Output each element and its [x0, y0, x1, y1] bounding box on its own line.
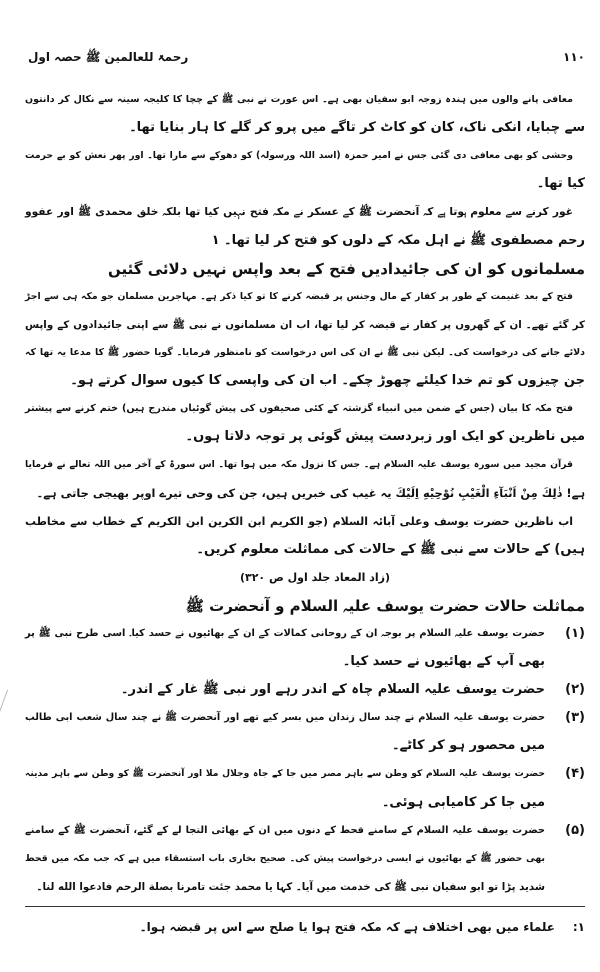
paragraph-line: معافی پانے والوں میں ہندہ زوجہ ابو سفیان بھی ہے۔ اس عورت نے نبی ﷺ کے چچا کا کلیجہ سینہ سے نکال کر دانتوں	[25, 94, 573, 105]
book-title-header: رحمۃ للعالمین ﷺ حصہ اول	[28, 50, 189, 64]
list-item-number: (۵)	[565, 822, 585, 838]
paragraph-line: رحم مصطفوی ﷺ نے اہل مکہ کے دلوں کو فتح کر لیا تھا۔ ۱	[211, 232, 585, 248]
paragraph-line: کر گئے تھے۔ ان کے گھروں پر کفار نے قبضہ کر لیا تھا، اب ان مسلمانوں نے نبی ﷺ سے اپنی جائیدادوں کے واپس	[25, 318, 585, 331]
list-item-number: (۱)	[565, 625, 585, 641]
footnote-divider	[25, 906, 585, 907]
paragraph-line: دلائے جانے کی درخواست کی۔ لیکن نبی ﷺ نے ان کی اس درخواست کو نامنظور فرمایا۔ گویا حضور ﷺ کا مدعا یہ تھا کہ	[25, 346, 585, 358]
paragraph-line: اب ناظرین حضرت یوسف وعلی آبائہ السلام (جو الکریم ابن الکرین ابن الکریم کے خطاب سے مخاطب	[25, 514, 573, 528]
list-item-line: حضرت یوسف علیہ السلام کے سامنے قحط کے دنوں میں ان کے بھائی التجا لے کے گئے، آنحضرت ﷺ کے سامنے	[25, 824, 545, 836]
list-item-line: میں جا کر کامیابی ہوئی۔	[381, 794, 545, 810]
list-item-line: بھی آپ کے بھائیوں نے حسد کیا۔	[342, 654, 545, 669]
paragraph-line: سے چبایا، انکی ناک، کان کو کاٹ کر تاگے میں پرو کر گلے کا ہار بنایا تھا۔	[129, 120, 585, 136]
paragraph-line: ہے! ذٰلِكَ مِنْ اَنْبَآءِ الْغَيْبِ نُوْحِيْهِ اِلَيْكَ یہ غیب کی خبریں ہیں، جن کی وحی تیرے اوپر بھیجی جاتی ہے۔	[36, 486, 585, 501]
scan-mark	[0, 690, 16, 731]
list-item-line: حضرت یوسف علیہ السلام کو وطن سے باہر مصر میں جا کے جاہ وجلال ملا اور آنحضرت ﷺ کو وطن سے باہر مدینہ	[25, 769, 545, 780]
list-item-number: (۳)	[565, 710, 585, 726]
page-number: ۱۱۰	[563, 50, 585, 64]
list-item-line: شدید پڑا تو ابو سفیان نبی ﷺ کی خدمت میں آیا۔ کہا یا محمد جئت تامرنا بصلة الرحم فادعوا الله لنا۔	[36, 880, 545, 893]
list-item-line: حضرت یوسف علیہ السلام نے چند سال زندان میں بسر کیے تھے اور آنحضرت ﷺ نے چند سال شعب ابی طالب	[25, 712, 545, 724]
section-heading: مماثلت حالات حضرت یوسف علیہ السلام و آنحضرت ﷺ	[185, 596, 585, 615]
list-item-line: حضرت یوسف علیہ السلام چاہ کے اندر رہے اور نبی ﷺ غار کے اندر۔	[120, 682, 545, 698]
paragraph-line: فتح کے بعد غنیمت کے طور پر کفار کے مال وجنس پر قبضہ کرنے کا تو کیا ذکر ہے۔ مہاجرین مسلمان جو مکہ ہی سے اجڑ	[25, 290, 573, 302]
paragraph-line: قرآن مجید میں سورہ یوسف علیہ السلام ہے۔ جس کا نزول مکہ میں ہوا تھا۔ اس سورۃ کے آخر میں اللہ تعالے نے فرمایا	[25, 459, 573, 471]
paragraph-line: ہیں) کے حالات سے نبی ﷺ کے حالات کی مماثلت معلوم کریں۔	[196, 541, 585, 557]
list-item-line: بھی حضور ﷺ کے بھائیوں نے ایسی درخواست پیش کی۔ صحیح بخاری باب استسقاء میں ہے کہ جب مکہ میں قحط	[25, 852, 545, 864]
list-item-number: (۲)	[565, 682, 585, 698]
paragraph-line: وحشی کو بھی معافی دی گئی جس نے امیر حمزہ (اسد اللہ ورسولہ) کو دھوکے سے مارا تھا۔ اور پھر نعش کو بے حرمت	[25, 150, 573, 162]
list-item-number: (۴)	[565, 766, 585, 782]
list-item-line: میں محصور ہو کر کاٹے۔	[392, 738, 545, 754]
source-citation: (زاد المعاد جلد اول ص ۳۲۰)	[239, 570, 391, 584]
section-heading: مسلمانوں کو ان کی جائیدادیں فتح کے بعد واپس نہیں دلائی گئیں	[108, 259, 585, 278]
paragraph-line: کیا تھا۔	[536, 176, 585, 192]
footnote-text: علماء میں بھی اختلاف ہے کہ مکہ فتح ہوا یا صلح سے اس پر قبضہ ہوا۔	[139, 920, 555, 934]
paragraph-line: غور کرنے سے معلوم ہوتا ہے کہ آنحضرت ﷺ کے عسکر نے مکہ فتح نہیں کیا تھا بلکہ خلق محمدی ﷺ اور عفوو	[25, 205, 573, 219]
list-item-line: حضرت یوسف علیہ السلام پر بوجہ ان کے روحانی کمالات کے ان کے بھائیوں نے حسد کیا۔ اسی طرح نبی ﷺ پر	[25, 627, 545, 639]
paragraph-line: جن چیزوں کو تم خدا کیلئے چھوڑ چکے۔ اب ان کی واپسی کا کیوں سوال کرتے ہو۔	[70, 373, 585, 388]
footnote-marker: ۱:	[572, 920, 585, 934]
paragraph-line: فتح مکہ کا بیان (جس کے ضمن میں انبیاء گزشتہ کے کئی صحیفوں کی پیش گوئیاں مندرج ہیں) ختم کرنے سے پیشتر	[25, 403, 573, 415]
paragraph-line: میں ناظرین کو ایک اور زبردست پیش گوئی پر توجہ دلاتا ہوں۔	[185, 429, 585, 445]
